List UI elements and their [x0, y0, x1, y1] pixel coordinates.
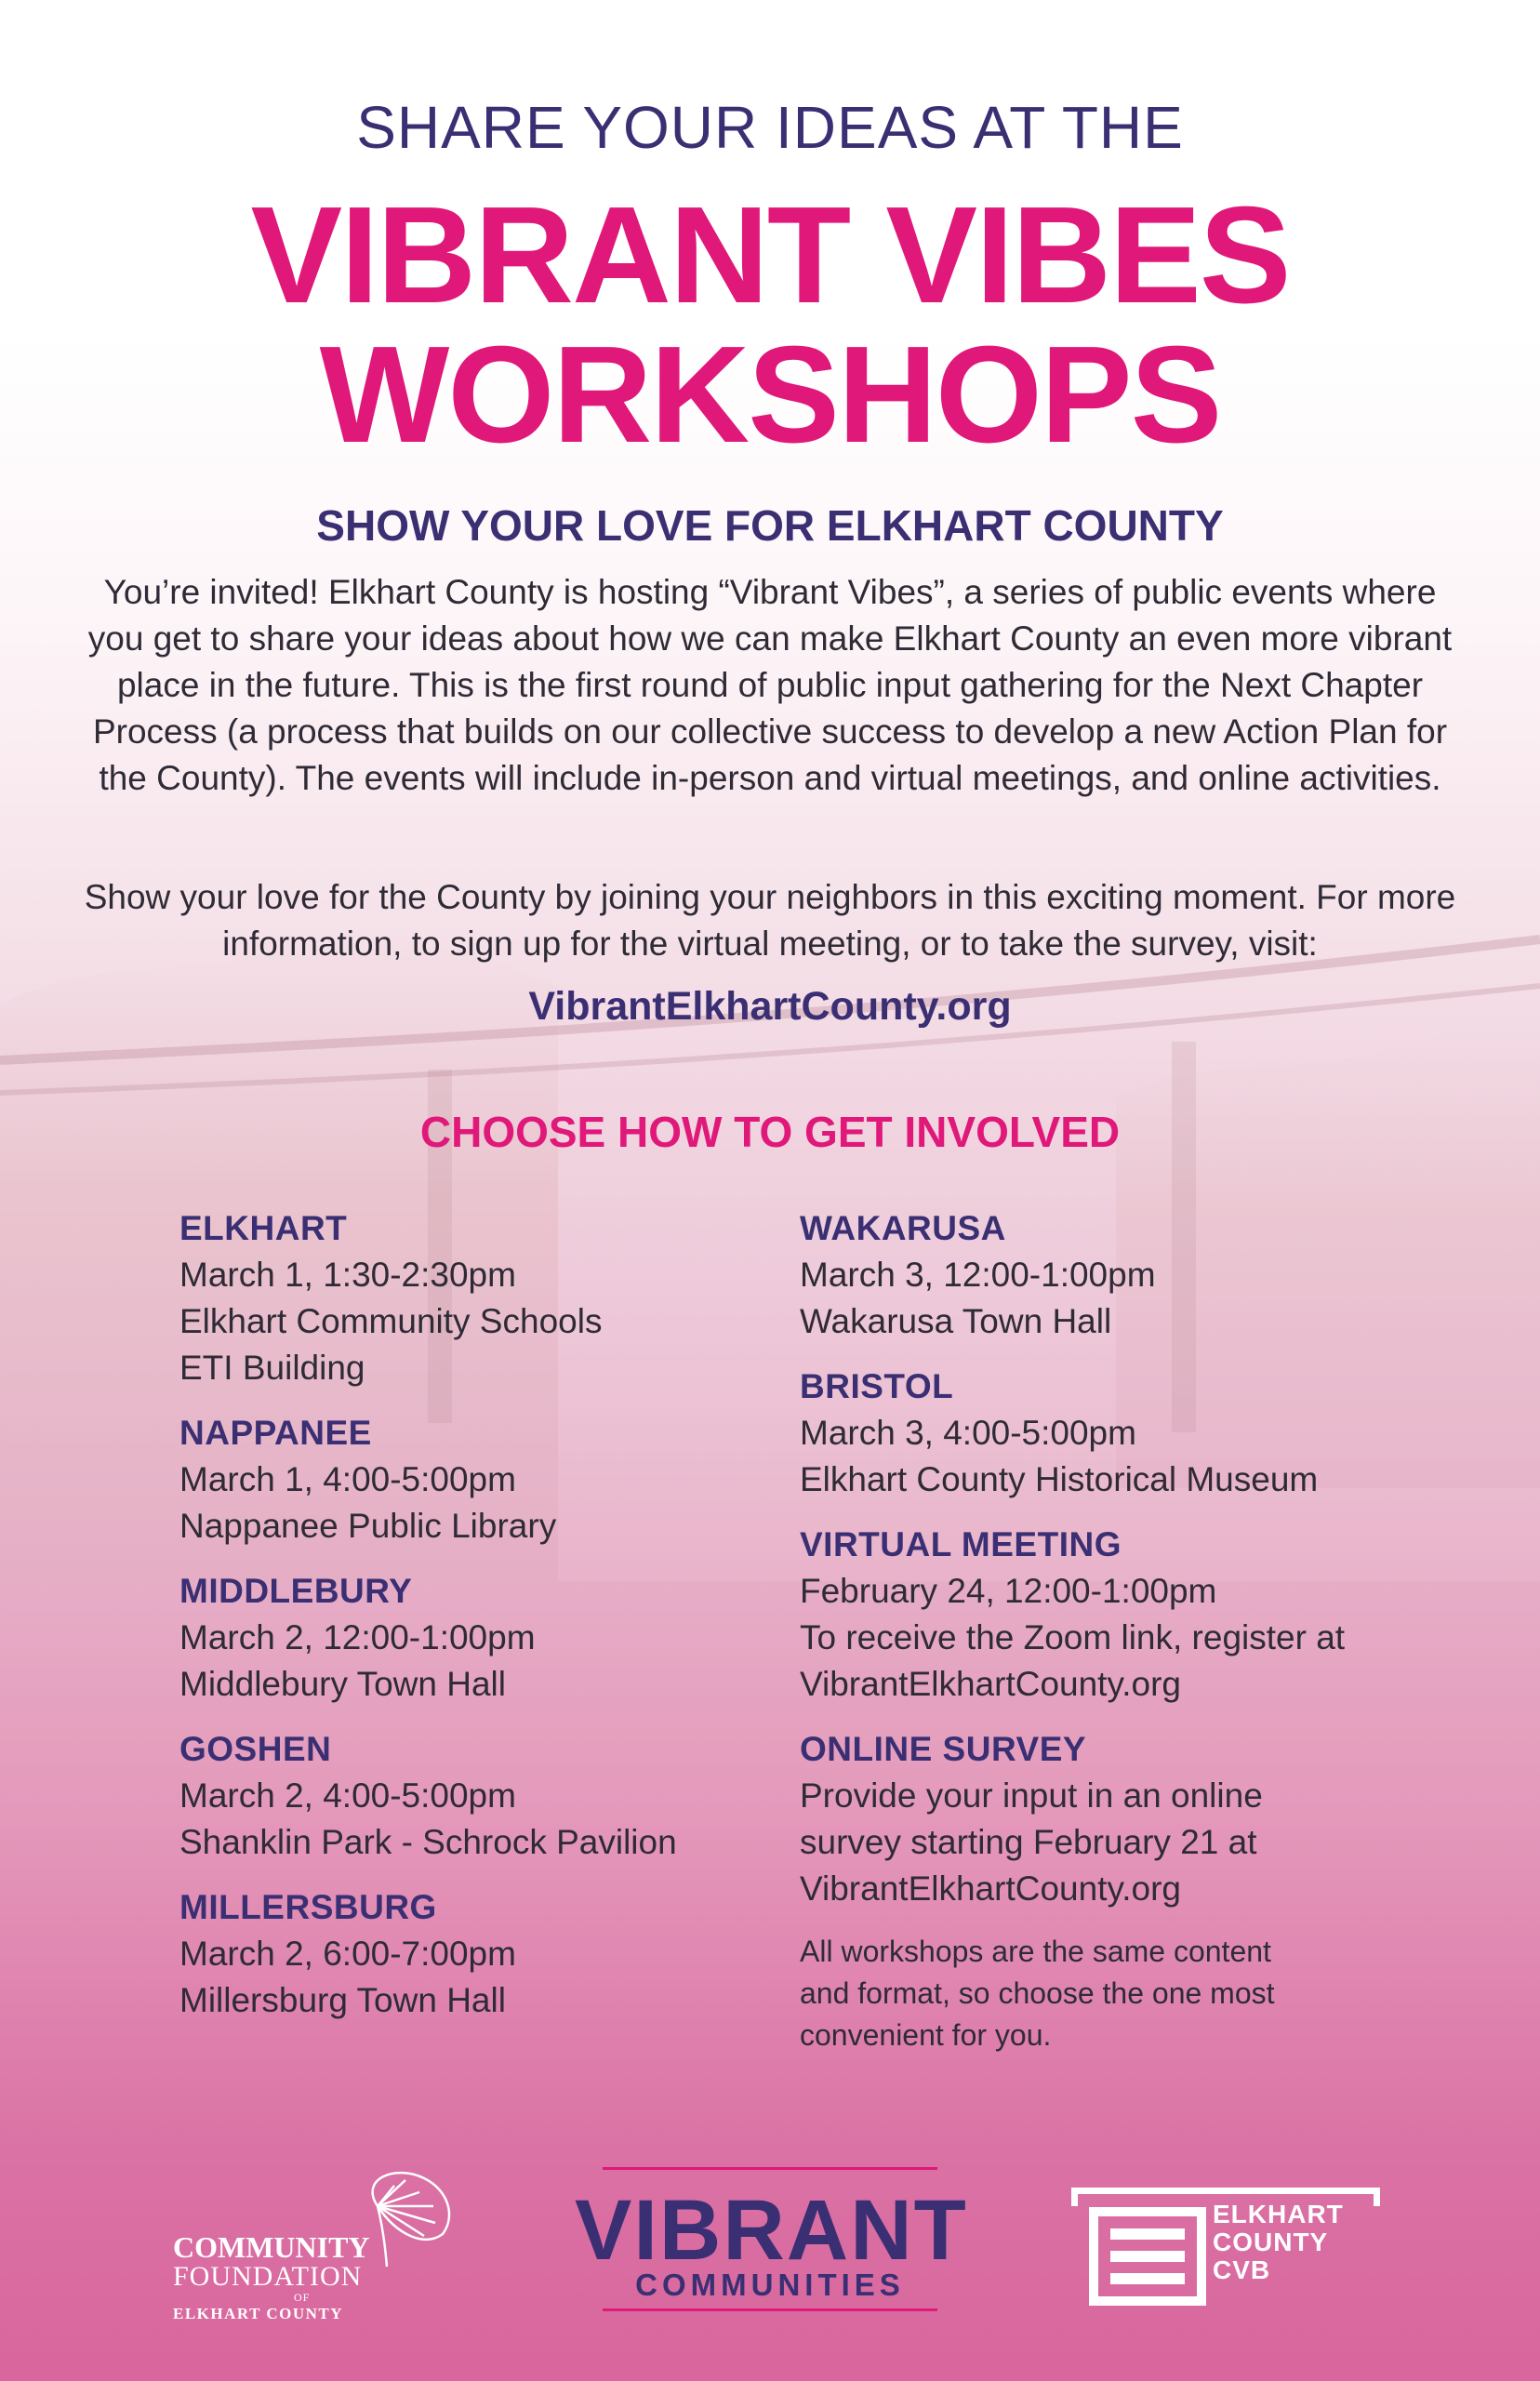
- event-line: To receive the Zoom link, register at: [800, 1618, 1346, 1656]
- event-virtual-meeting: [800, 1522, 1432, 1708]
- note-line: and format, so choose the one most: [800, 1976, 1275, 2010]
- event-city: NAPPANEE: [179, 1414, 372, 1452]
- communities-wordmark: COMMUNITIES: [635, 2268, 905, 2302]
- subtitle: SHOW YOUR LOVE FOR ELKHART COUNTY: [316, 501, 1224, 550]
- elkhart-county-cvb-logo: [1071, 2188, 1387, 2308]
- event-middlebury: [179, 1568, 812, 1708]
- event-city: WAKARUSA: [800, 1209, 1006, 1247]
- event-link[interactable]: VibrantElkhartCounty.org: [800, 1665, 1181, 1703]
- event-line: ETI Building: [179, 1349, 365, 1387]
- event-city: MILLERSBURG: [179, 1888, 437, 1926]
- event-millersburg: [179, 1884, 812, 2024]
- cvb-wordmark: ELKHART COUNTY CVB: [1213, 2200, 1344, 2284]
- event-line: February 24, 12:00-1:00pm: [800, 1572, 1217, 1610]
- kicker-text: SHARE YOUR IDEAS AT THE: [356, 94, 1184, 161]
- event-line: survey starting February 21 at: [800, 1823, 1257, 1861]
- event-wakarusa: [800, 1205, 1432, 1345]
- event-line: March 2, 6:00-7:00pm: [179, 1935, 516, 1973]
- event-elkhart: [179, 1205, 812, 1391]
- events-left-column: [179, 1205, 812, 2042]
- workshops-note: [800, 1931, 1432, 2056]
- headline-line-1: VIBRANT VIBES: [250, 179, 1290, 332]
- note-line: convenient for you.: [800, 2018, 1052, 2052]
- event-goshen: [179, 1726, 812, 1866]
- event-line: March 1, 1:30-2:30pm: [179, 1256, 516, 1294]
- event-line: Wakarusa Town Hall: [800, 1302, 1112, 1340]
- event-line: Shanklin Park - Schrock Pavilion: [179, 1823, 677, 1861]
- intro-paragraph: You’re invited! Elkhart County is hosting “Vibrant Vibes”, a series of public events where you get to share your ideas about how we can make Elkhart County an even more vibrant place in the future. This is the first round of public input gathering for the Next Chapter Process (a process that builds on our collective success to develop a new Action Plan for the County). The events will include in-person and virtual meetings, and online activities.: [87, 573, 1453, 797]
- event-city: GOSHEN: [179, 1730, 332, 1768]
- event-line: Elkhart County Historical Museum: [800, 1460, 1319, 1498]
- event-line: Millersburg Town Hall: [179, 1981, 506, 2019]
- event-line: Middlebury Town Hall: [179, 1665, 506, 1703]
- events-right-column: [800, 1205, 1432, 2056]
- logo-top-bar: [603, 2167, 937, 2170]
- event-city: ELKHART: [179, 1209, 348, 1247]
- vibrant-communities-logo: [575, 2167, 968, 2316]
- event-line: Provide your input in an online: [800, 1776, 1263, 1815]
- event-line: Nappanee Public Library: [179, 1507, 557, 1545]
- logo-bottom-bar: [603, 2308, 937, 2311]
- event-link[interactable]: VibrantElkhartCounty.org: [800, 1869, 1181, 1908]
- event-line: March 2, 12:00-1:00pm: [179, 1618, 536, 1656]
- event-line: Elkhart Community Schools: [179, 1302, 603, 1340]
- headline: [0, 179, 1540, 472]
- event-line: March 3, 12:00-1:00pm: [800, 1256, 1156, 1294]
- vibrant-wordmark: VIBRANT: [575, 2183, 968, 2278]
- event-city: VIRTUAL MEETING: [800, 1525, 1122, 1563]
- event-line: March 3, 4:00-5:00pm: [800, 1414, 1136, 1452]
- event-city: ONLINE SURVEY: [800, 1730, 1087, 1768]
- event-nappanee: [179, 1410, 812, 1550]
- community-foundation-logo: [173, 2169, 471, 2322]
- headline-line-2: WORKSHOPS: [319, 318, 1221, 472]
- event-bristol: [800, 1363, 1432, 1503]
- event-online-survey: [800, 1726, 1432, 1912]
- event-city: BRISTOL: [800, 1367, 954, 1405]
- event-line: March 1, 4:00-5:00pm: [179, 1460, 516, 1498]
- event-line: March 2, 4:00-5:00pm: [179, 1776, 516, 1815]
- website-link[interactable]: VibrantElkhartCounty.org: [528, 984, 1012, 1029]
- community-foundation-wordmark: COMMUNITY FOUNDATION OF ELKHART COUNTY: [173, 2230, 370, 2322]
- involved-heading: CHOOSE HOW TO GET INVOLVED: [419, 1108, 1121, 1156]
- visit-paragraph: Show your love for the County by joining your neighbors in this exciting moment. For more information, to sign up for the virtual meeting, or to take the survey, visit:: [84, 878, 1456, 963]
- note-line: All workshops are the same content: [800, 1935, 1271, 1968]
- event-city: MIDDLEBURY: [179, 1572, 413, 1610]
